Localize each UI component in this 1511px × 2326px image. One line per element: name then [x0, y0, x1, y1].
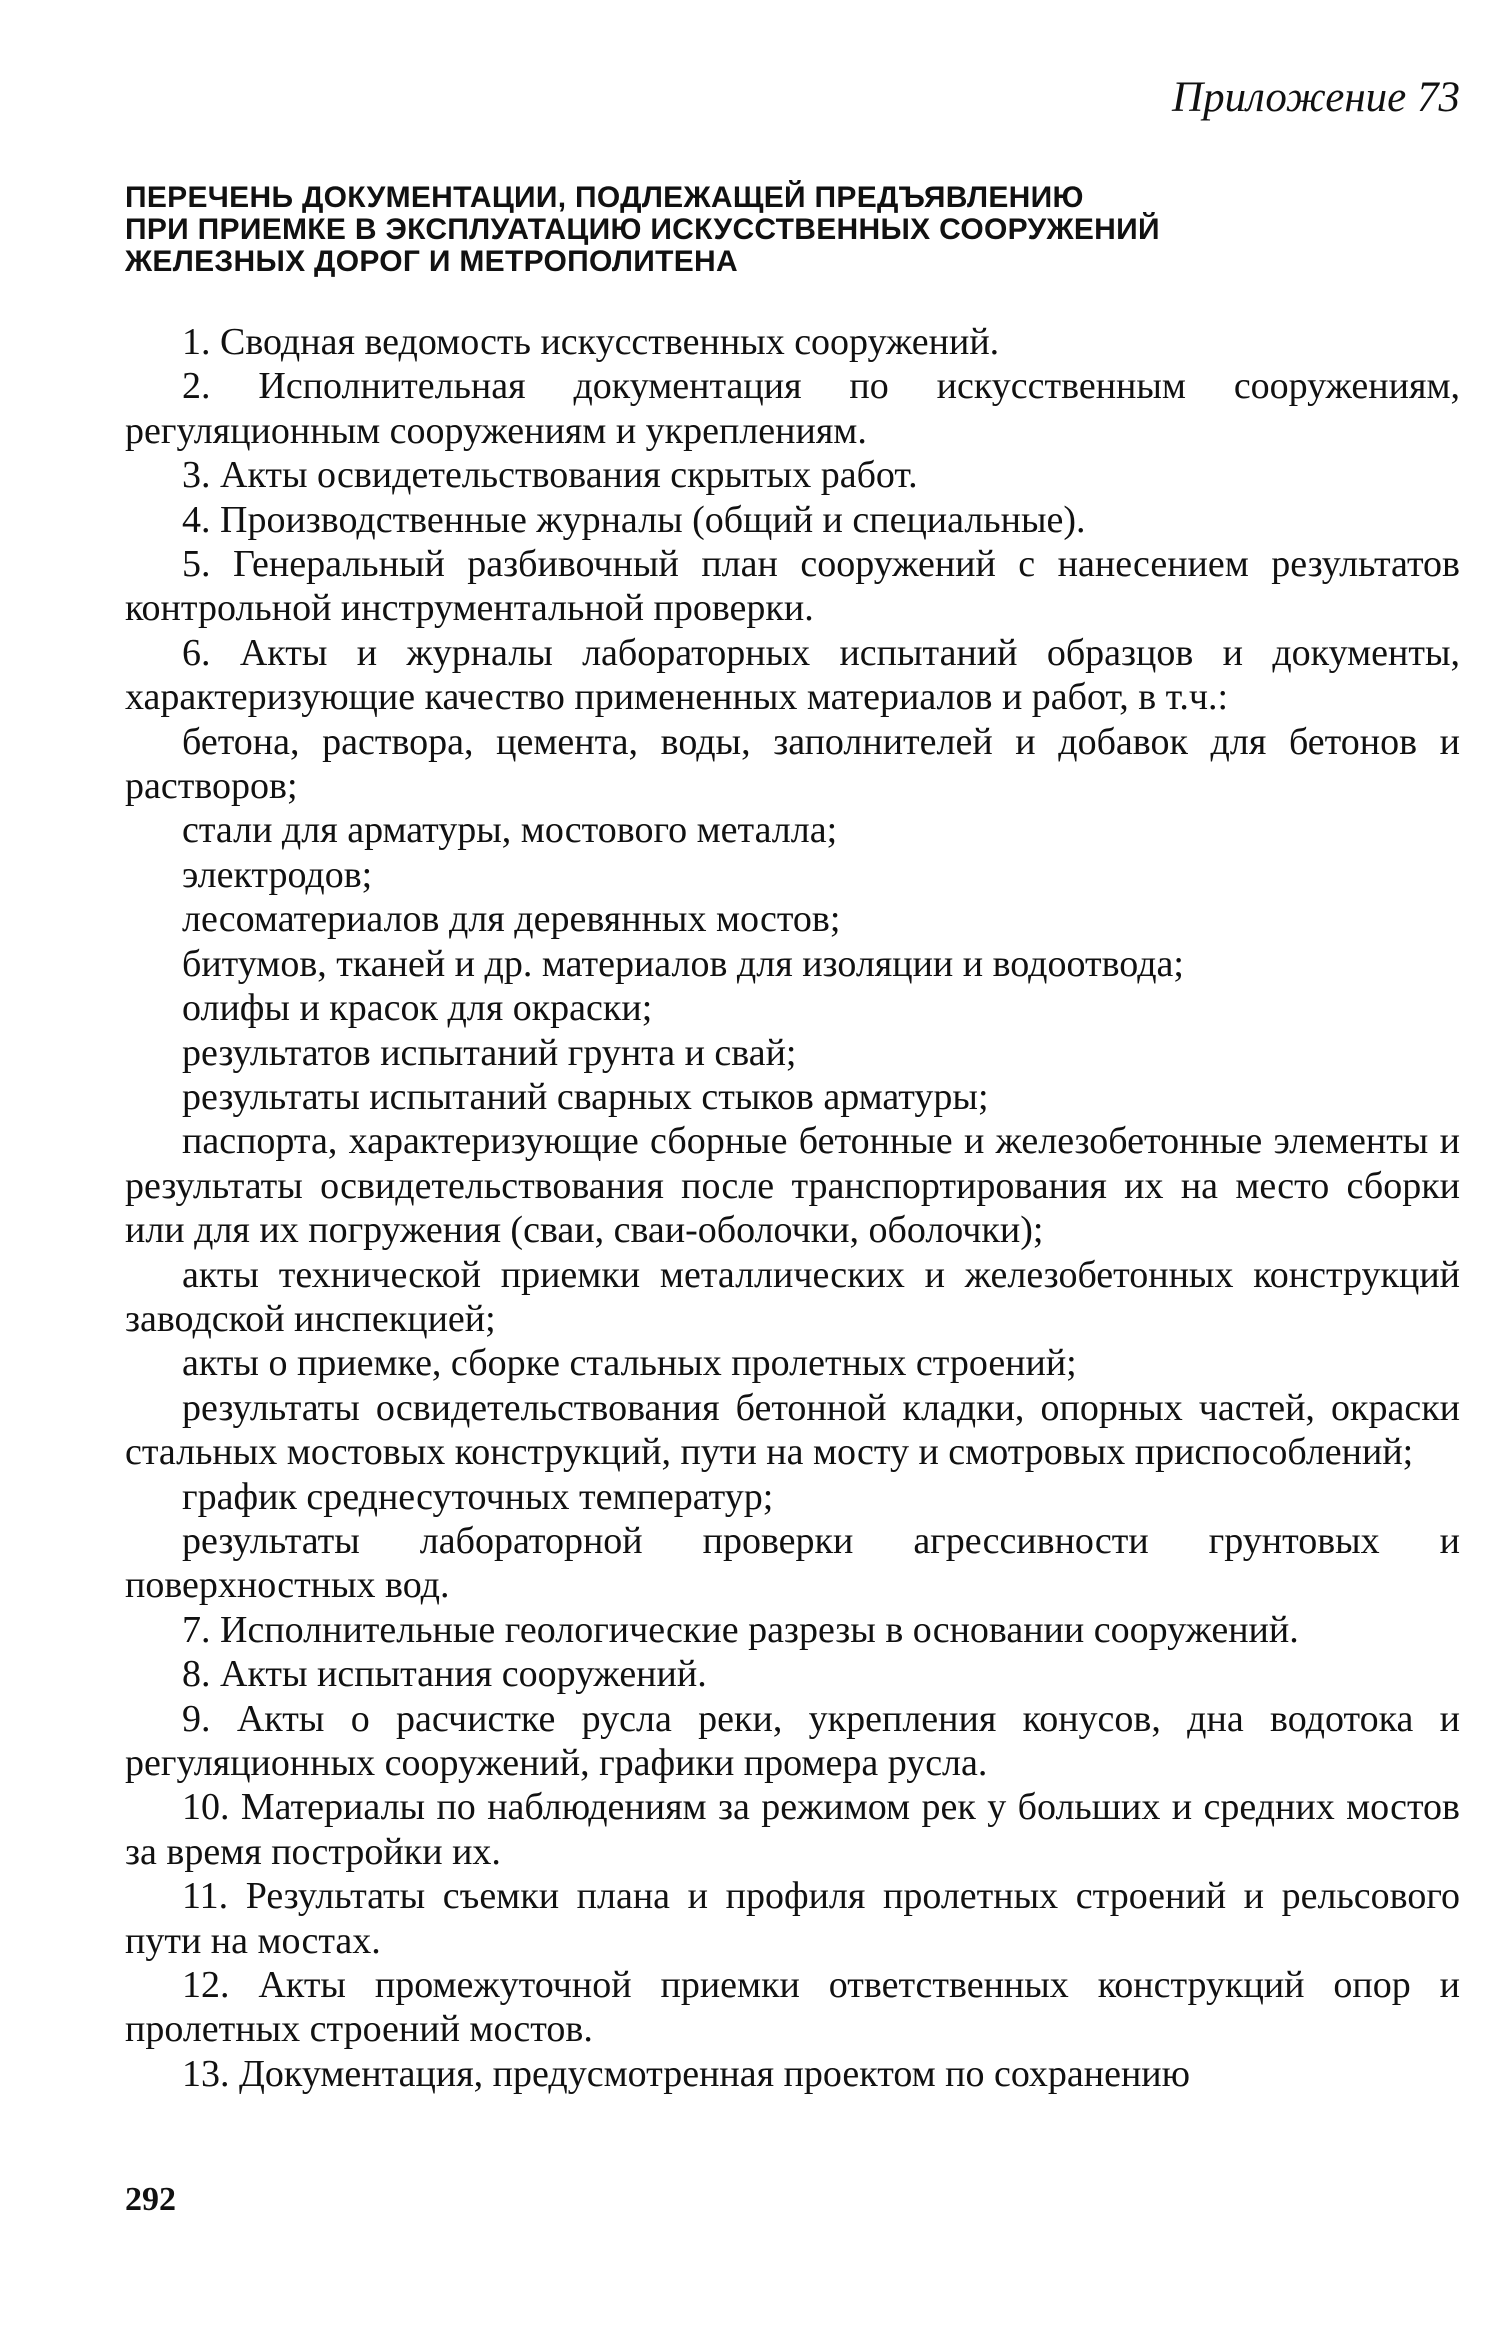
appendix-label: Приложение 73 [1172, 74, 1460, 121]
title-line: ПЕРЕЧЕНЬ ДОКУМЕНТАЦИИ, ПОДЛЕЖАЩЕЙ ПРЕДЪЯВЛЕНИЮ [125, 181, 1084, 214]
sub-item: электродов; [182, 853, 373, 896]
sub-item: результаты освидетельствования бетонной кладки, опорных частей, окраски стальных мостовых конструкций, пути на мосту и смотровых приспособлений; [125, 1386, 1460, 1474]
list-item: 10. Материалы по наблюдениям за режимом рек у больших и средних мостов за время постройки их. [125, 1786, 1460, 1873]
sub-item: битумов, тканей и др. материалов для изоляции и водоотвода; [182, 942, 1184, 985]
list-item: 13. Документация, предусмотренная проектом по сохранению [182, 2052, 1191, 2095]
page-number: 292 [125, 2181, 176, 2218]
sub-item: акты о приемке, сборке стальных пролетных строений; [182, 1342, 1077, 1385]
list-item: 7. Исполнительные геологические разрезы в основании сооружений. [182, 1608, 1299, 1651]
list-item: 1. Сводная ведомость искусственных сооружений. [182, 321, 1000, 363]
list-item: 12. Акты промежуточной приемки ответственных конструкций опор и пролетных строений мостов. [125, 1964, 1460, 2051]
sub-item: акты технической приемки металлических и железобетонных конструкций заводской инспекцией; [125, 1253, 1460, 1340]
sub-item: олифы и красок для окраски; [182, 987, 653, 1030]
sub-item: результатов испытаний грунта и свай; [182, 1031, 797, 1074]
list-item: 6. Акты и журналы лабораторных испытаний образцов и документы, характеризующие качество примененных материалов и работ, в т.ч.: [125, 631, 1460, 719]
sub-item: результаты испытаний сварных стыков арматуры; [182, 1075, 989, 1118]
document-title [125, 182, 1460, 278]
sub-item: лесоматериалов для деревянных мостов; [182, 898, 841, 941]
title-line: ПРИ ПРИЕМКЕ В ЭКСПЛУАТАЦИЮ ИСКУССТВЕННЫХ СООРУЖЕНИЙ [125, 213, 1160, 246]
title-line: ЖЕЛЕЗНЫХ ДОРОГ И МЕТРОПОЛИТЕНА [125, 245, 738, 278]
sub-item: график среднесуточных температур; [182, 1475, 774, 1518]
document-body [125, 320, 1460, 2096]
sub-item: бетона, раствора, цемента, воды, заполнителей и добавок для бетонов и растворов; [125, 720, 1460, 808]
document-page [125, 70, 1460, 2096]
list-item: 9. Акты о расчистке русла реки, укрепления конусов, дна водотока и регуляционных сооружений, графики промера русла. [125, 1697, 1460, 1784]
list-item: 4. Производственные журналы (общий и специальные). [182, 498, 1086, 541]
list-item: 8. Акты испытания сооружений. [182, 1653, 707, 1696]
sub-item: результаты лабораторной проверки агрессивности грунтовых и поверхностных вод. [125, 1519, 1460, 1607]
list-item: 2. Исполнительная документация по искусственным сооружениям, регуляционным сооружениям и укреплениям. [125, 365, 1460, 452]
list-item: 3. Акты освидетельствования скрытых работ. [182, 454, 918, 497]
list-item: 11. Результаты съемки плана и профиля пролетных строений и рельсового пути на мостах. [125, 1875, 1460, 1962]
list-item: 5. Генеральный разбивочный план сооружений с нанесением результатов контрольной инструментальной проверки. [125, 543, 1460, 630]
sub-item: паспорта, характеризующие сборные бетонные и железобетонные элементы и результаты освидетельствования после транспортирования их на место сборки или для их погружения (сваи, сваи-оболочки, оболочки); [125, 1120, 1460, 1252]
sub-item: стали для арматуры, мостового металла; [182, 809, 838, 852]
